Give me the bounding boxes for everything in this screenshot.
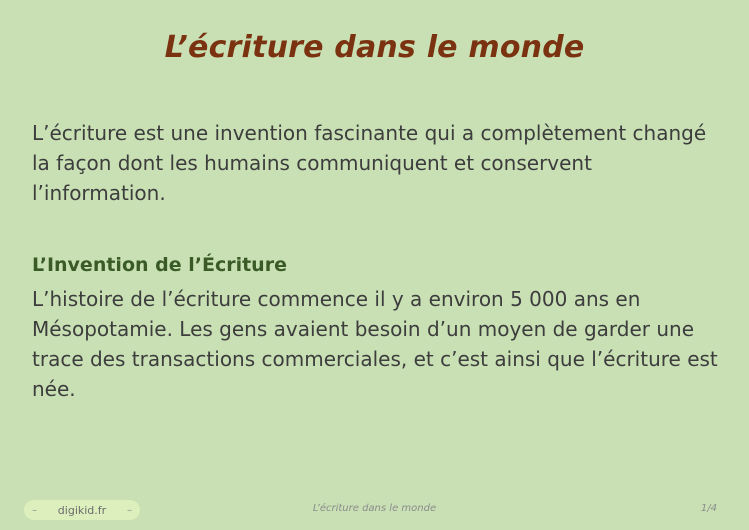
footer-title: L’écriture dans le monde [312, 503, 437, 514]
slide-title: L’écriture dans le monde [164, 30, 585, 65]
brand-left-mark: – [32, 504, 37, 516]
brand-right-mark: – [126, 504, 132, 516]
slide-footer [0, 500, 749, 522]
brand-label: digikid.fr [57, 503, 107, 517]
slide-content [32, 118, 722, 404]
section-heading: L’Invention de l’Écriture [32, 254, 287, 276]
intro-paragraph: L’écriture est une invention fascinante qui a complètement changé la façon dont les humains communiquent et conservent l’information. [32, 121, 707, 205]
section-paragraph: L’histoire de l’écriture commence il y a environ 5 000 ans en Mésopotamie. Les gens avaient besoin d’un moyen de garder une trace des transactions commerciales, et c’est ainsi que l’écriture est née. [32, 287, 718, 401]
page-number: 1/4 [700, 503, 717, 514]
